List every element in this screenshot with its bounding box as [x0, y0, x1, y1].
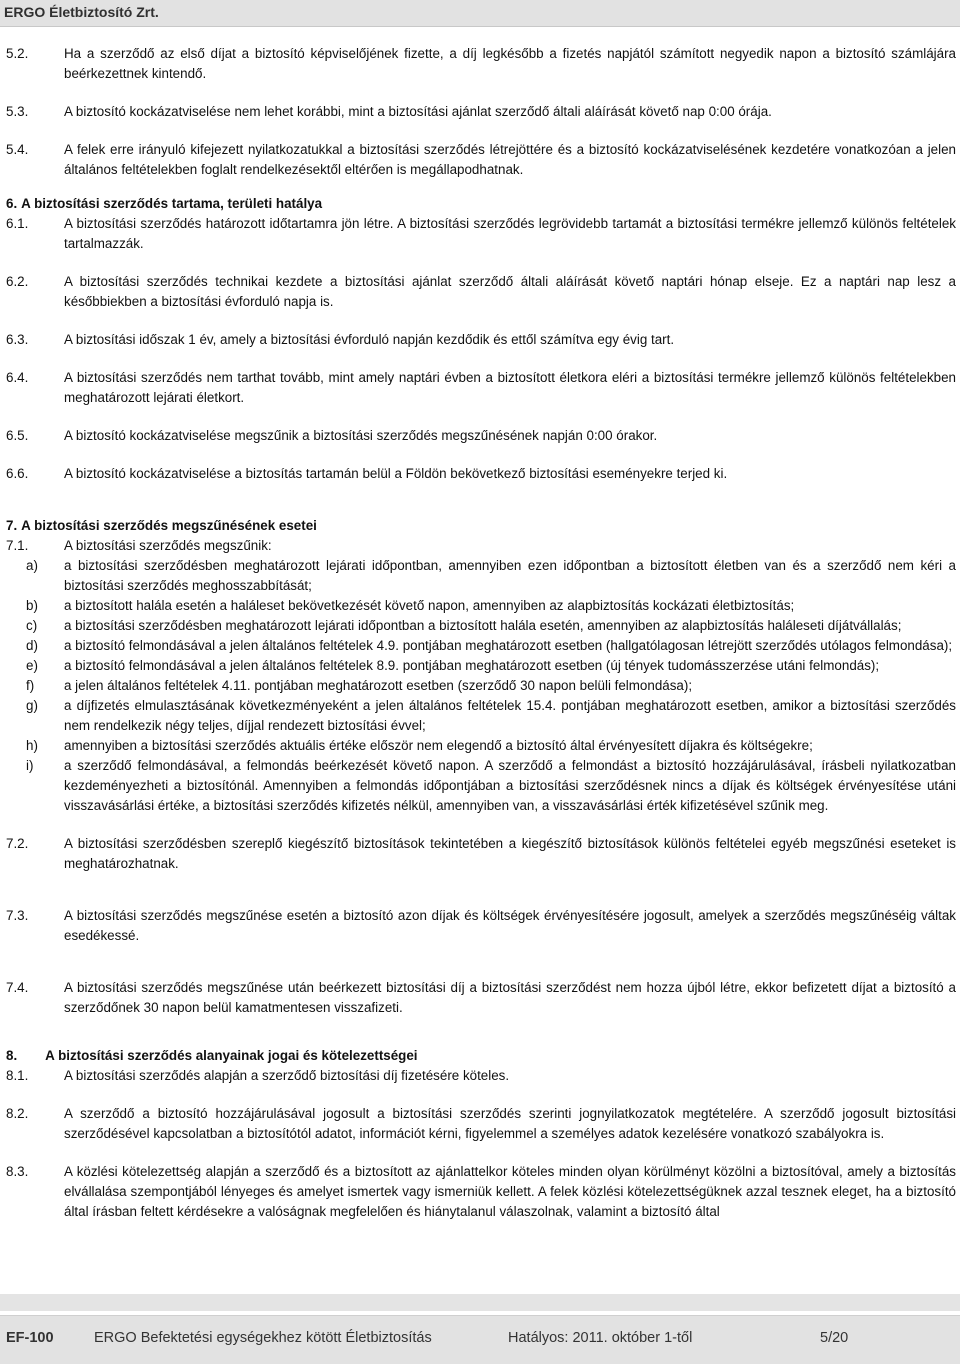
clause-8-2	[0, 1104, 960, 1144]
clause-6-2	[0, 272, 960, 312]
clause-7-4	[0, 978, 960, 1018]
page-header	[0, 0, 960, 27]
list-item	[0, 656, 960, 676]
clause-6-6	[0, 464, 960, 484]
clause-text: A biztosító kockázatviselése a biztosítás tartamán belül a Földön bekövetkező biztosítási eseményekre terjed ki.	[64, 466, 728, 481]
section-title: A biztosítási szerződés megszűnésének esetei	[21, 518, 317, 533]
section-number: 8.	[6, 1048, 18, 1063]
list-text: a díjfizetés elmulasztásának következményeként a jelen általános feltételek 15.4. pontjában meghatározott esetben, amikor a biztosítási szerződés nem rendelkezik négy teljes, díjjal rendezett biztosítási évvel;	[64, 698, 956, 733]
list-item	[0, 636, 960, 656]
effective-date: Hatályos: 2011. október 1-től	[508, 1330, 693, 1346]
clause-number: 7.1.	[6, 538, 29, 553]
clause-text: A biztosítási szerződés technikai kezdete a biztosítási ajánlat szerződő általi aláírását követő naptári hónap elseje. Ez a naptári nap lesz a későbbiekben a biztosítási évforduló napja is.	[64, 274, 956, 309]
list-label: f)	[26, 678, 35, 693]
clause-number: 6.5.	[6, 428, 29, 443]
clause-number: 6.4.	[6, 370, 29, 385]
document-body	[0, 44, 960, 1222]
clause-number: 8.2.	[6, 1106, 29, 1121]
clause-text: A szerződő a biztosító hozzájárulásával jogosult a biztosítási szerződés szerinti jognyilatkozatok megtételére. A szerződő jogosult biztosítási szerződésével kapcsolatban a biztosítótól adatot, információt kérni, figyelemmel a személyes adatok kezelésére vonatkozó szabályokra is.	[64, 1106, 956, 1141]
list-text: a biztosító felmondásával a jelen általános feltételek 8.9. pontjában meghatározott esetben (új tények tudomásszerzése utáni felmondás);	[64, 658, 880, 673]
clause-number: 8.1.	[6, 1068, 29, 1083]
clause-6-4	[0, 368, 960, 408]
clause-text: A biztosítási szerződés nem tarthat tovább, mint amely naptári évben a biztosított életkora eléri a biztosítási termékre jellemző különös feltételekben meghatározott lejárati életkort.	[64, 370, 956, 405]
list-label: c)	[26, 618, 38, 633]
page-bottom-band	[0, 1294, 960, 1311]
clause-6-1	[0, 214, 960, 254]
clause-7-2	[0, 834, 960, 874]
clause-text: A közlési kötelezettség alapján a szerződő és a biztosított az ajánlattelkor köteles minden olyan körülményt közölni a biztosítóval, amely a biztosítás elvállalása szempontjából lényeges és amelyet ismertek vagy ismerniük kellett. A felek közlési kötelezettségüknek azzal tesznek eleget, ha a biztosító által írásban feltett kérdésekre a valóságnak megfelelően és hiánytalanul válaszolnak, valamint a biztosító által	[64, 1164, 956, 1219]
list-item	[0, 596, 960, 616]
list-item	[0, 556, 960, 596]
clause-text: A biztosítási szerződés határozott időtartamra jön létre. A biztosítási szerződés legrövidebb tartamát a biztosítási termékre jellemző különös feltételek tartalmazzák.	[64, 216, 956, 251]
clause-number: 5.4.	[6, 142, 29, 157]
clause-number: 6.3.	[6, 332, 29, 347]
clause-7-3	[0, 906, 960, 946]
clause-number: 6.1.	[6, 216, 29, 231]
section-8-heading	[6, 1046, 960, 1066]
list-label: a)	[26, 558, 38, 573]
list-label: i)	[26, 758, 34, 773]
clause-number: 6.6.	[6, 466, 29, 481]
section-number: 6.	[6, 196, 18, 211]
list-item	[0, 736, 960, 756]
section-title: A biztosítási szerződés alanyainak jogai és kötelezettségei	[45, 1048, 418, 1063]
termination-cases-list	[0, 556, 960, 816]
list-item	[0, 616, 960, 636]
clause-number: 8.3.	[6, 1164, 29, 1179]
clause-text: A biztosítási szerződésben szereplő kiegészítő biztosítások tekintetében a kiegészítő biztosítások különös feltételei egyéb megszűnési eseteket is meghatározhatnak.	[64, 836, 956, 871]
list-text: amennyiben a biztosítási szerződés aktuális értéke először nem elegendő a biztosító által érvényesített díjakra és költségekre;	[64, 738, 813, 753]
list-label: d)	[26, 638, 38, 653]
page-number: 5/20	[820, 1330, 849, 1346]
clause-number: 7.2.	[6, 836, 29, 851]
clause-5-4	[0, 140, 960, 180]
section-title: A biztosítási szerződés tartama, területi hatálya	[21, 196, 323, 211]
list-label: h)	[26, 738, 38, 753]
clause-text: A biztosítási szerződés alapján a szerződő biztosítási díj fizetésére köteles.	[64, 1068, 510, 1083]
company-name: ERGO Életbiztosító Zrt.	[4, 4, 159, 20]
list-item	[0, 696, 960, 736]
clause-number: 7.4.	[6, 980, 29, 995]
section-6-heading	[6, 194, 960, 214]
clause-number: 6.2.	[6, 274, 29, 289]
list-text: a biztosított halála esetén a haláleset bekövetkezését követő napon, amennyiben az alapbiztosítás kockázati életbiztosítás;	[64, 598, 795, 613]
section-7-heading	[6, 516, 960, 536]
list-label: g)	[26, 698, 38, 713]
list-text: a biztosító felmondásával a jelen általános feltételek 4.9. pontjában meghatározott esetben (hallgatólagosan létrejött szerződés utólagos felmondása);	[64, 638, 953, 653]
list-label: e)	[26, 658, 38, 673]
clause-number: 5.2.	[6, 46, 29, 61]
clause-6-3	[0, 330, 960, 350]
clause-text: A biztosítási szerződés megszűnik:	[64, 538, 272, 553]
clause-5-3	[0, 102, 960, 122]
list-item	[0, 676, 960, 696]
clause-5-2	[0, 44, 960, 84]
clause-text: Ha a szerződő az első díjat a biztosító képviselőjének fizette, a díj legkésőbb a fizetés napjától számított negyedik napon a biztosító számlájára beérkezettnek kintendő.	[64, 46, 956, 81]
clause-text: A biztosító kockázatviselése megszűnik a biztosítási szerződés megszűnésének napján 0:00 órakor.	[64, 428, 658, 443]
list-item	[0, 756, 960, 816]
list-text: a biztosítási szerződésben meghatározott lejárati időpontban a biztosított halála esetén, amennyiben az alapbiztosítás haláleseti díjátvállalás;	[64, 618, 902, 633]
list-text: a szerződő felmondásával, a felmondás beérkezését követő napon. A szerződő a felmondást a biztosító hozzájárulásával, írásbeli nyilatkozatban kezdeményezheti a biztosítónál. Amennyiben a felmondás időpontjában a biztosítási szerződésnek nincs a díjak és költségek érvényesítése utáni visszavásárlási értéke, a biztosítási szerződés kifizetés nélkül, amennyiben van, a visszavásárlási érték kifizetésével szűnik meg.	[64, 758, 956, 813]
clause-number: 5.3.	[6, 104, 29, 119]
clause-8-3	[0, 1162, 960, 1222]
list-text: a biztosítási szerződésben meghatározott lejárati időpontban, amennyiben ezen időpontban a biztosított életben van és a szerződő nem kéri a biztosítási szerződés meghosszabbítását;	[64, 558, 956, 593]
clause-7-1	[0, 536, 960, 556]
page-footer	[0, 1315, 960, 1364]
list-text: a jelen általános feltételek 4.11. pontjában meghatározott esetben (szerződő 30 napon belüli felmondása);	[64, 678, 693, 693]
clause-text: A biztosító kockázatviselése nem lehet korábbi, mint a biztosítási ajánlat szerződő általi aláírását követő nap 0:00 órája.	[64, 104, 772, 119]
clause-6-5	[0, 426, 960, 446]
clause-text: A biztosítási szerződés megszűnése után beérkezett biztosítási díj a biztosítási szerződést nem hozza újból létre, ekkor befizetett díjat a biztosító a szerződőnek 30 napon belül kamatmentesen visszafizeti.	[64, 980, 956, 1015]
clause-8-1	[0, 1066, 960, 1086]
clause-number: 7.3.	[6, 908, 29, 923]
clause-text: A biztosítási szerződés megszűnése esetén a biztosító azon díjak és költségek érvényesítésére jogosult, amelyek a szerződés megszűnéséig váltak esedékessé.	[64, 908, 956, 943]
product-name: ERGO Befektetési egységekhez kötött Életbiztosítás	[94, 1330, 432, 1346]
clause-text: A biztosítási időszak 1 év, amely a biztosítási évforduló napján kezdődik és ettől számítva egy évig tart.	[64, 332, 675, 347]
clause-text: A felek erre irányuló kifejezett nyilatkozatukkal a biztosítási szerződés létrejöttére és a biztosító kockázatviselésének kezdetére vonatkozóan a jelen általános feltételekben foglalt rendelkezésektől eltérően is megállapodhatnak.	[64, 142, 956, 177]
document-code: EF-100	[6, 1330, 54, 1346]
list-label: b)	[26, 598, 38, 613]
section-number: 7.	[6, 518, 18, 533]
